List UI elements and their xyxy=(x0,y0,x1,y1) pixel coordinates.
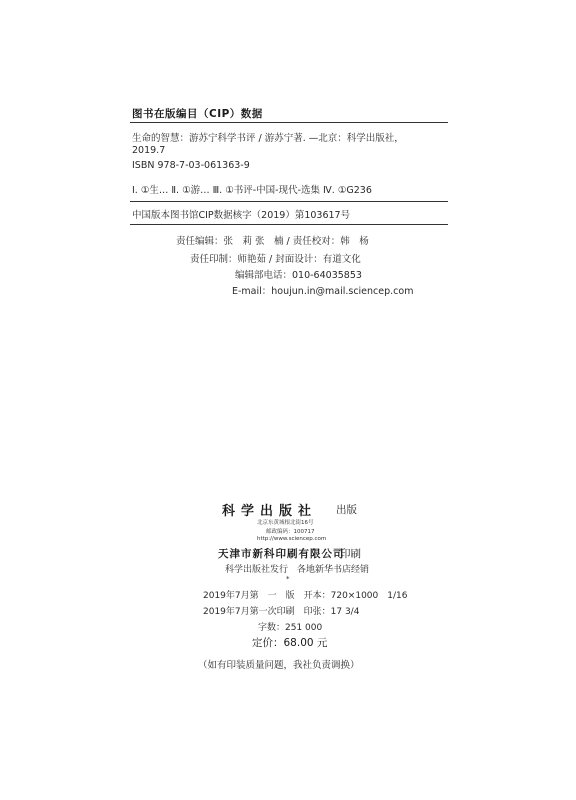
cip-year: 2019.7 xyxy=(132,145,166,156)
word-count: 字数：251 000 xyxy=(258,623,323,633)
editor-credits: 责任编辑：张 莉 张 楠 / 责任校对：韩 杨 xyxy=(176,236,369,247)
publisher-postcode: 邮政编码：100717 xyxy=(266,529,315,535)
quality-notice: （如有印装质量问题，我社负责调换） xyxy=(198,660,360,671)
printer-suffix: 印刷 xyxy=(340,548,361,560)
publisher-address: 北京东黄城根北街16号 xyxy=(257,520,314,526)
cip-bottom-divider xyxy=(130,224,448,225)
cip-book-info: 生命的智慧：游苏宁科学书评 / 游苏宁著. —北京：科学出版社， xyxy=(132,133,404,144)
cip-classification-divider xyxy=(130,201,448,202)
production-credits: 责任印制：师艳茹 / 封面设计：有道文化 xyxy=(190,254,361,265)
publisher-logo-name: 科学出版社 xyxy=(222,504,318,519)
cip-isbn: ISBN 978-7-03-061363-9 xyxy=(132,160,250,171)
cip-record-number: 中国版本图书馆CIP数据核字（2019）第103617号 xyxy=(132,210,351,221)
cip-classification: Ⅰ. ①生… Ⅱ. ①游… Ⅲ. ①书评-中国-现代-选集 Ⅳ. ①G236 xyxy=(132,185,372,196)
printing-info: 2019年7月第一次印刷 印张：17 3/4 xyxy=(203,607,360,617)
publisher-url: http://www.sciencep.com xyxy=(257,536,327,542)
printer-name: 天津市新科印刷有限公司 xyxy=(218,548,345,560)
edition-info: 2019年7月第 一 版 开本：720×1000 1/16 xyxy=(203,591,408,601)
cip-title-divider xyxy=(130,122,448,123)
price: 定价：68.00 元 xyxy=(252,637,328,649)
publisher-suffix: 出版 xyxy=(336,504,357,516)
separator-star: * xyxy=(286,575,290,583)
cip-title: 图书在版编目（CIP）数据 xyxy=(132,108,263,120)
editorial-phone: 编辑部电话：010-64035853 xyxy=(235,270,362,281)
distribution-line: 科学出版社发行 各地新华书店经销 xyxy=(225,565,370,575)
editorial-email: E-mail：houjun.in@mail.sciencep.com xyxy=(232,286,414,297)
